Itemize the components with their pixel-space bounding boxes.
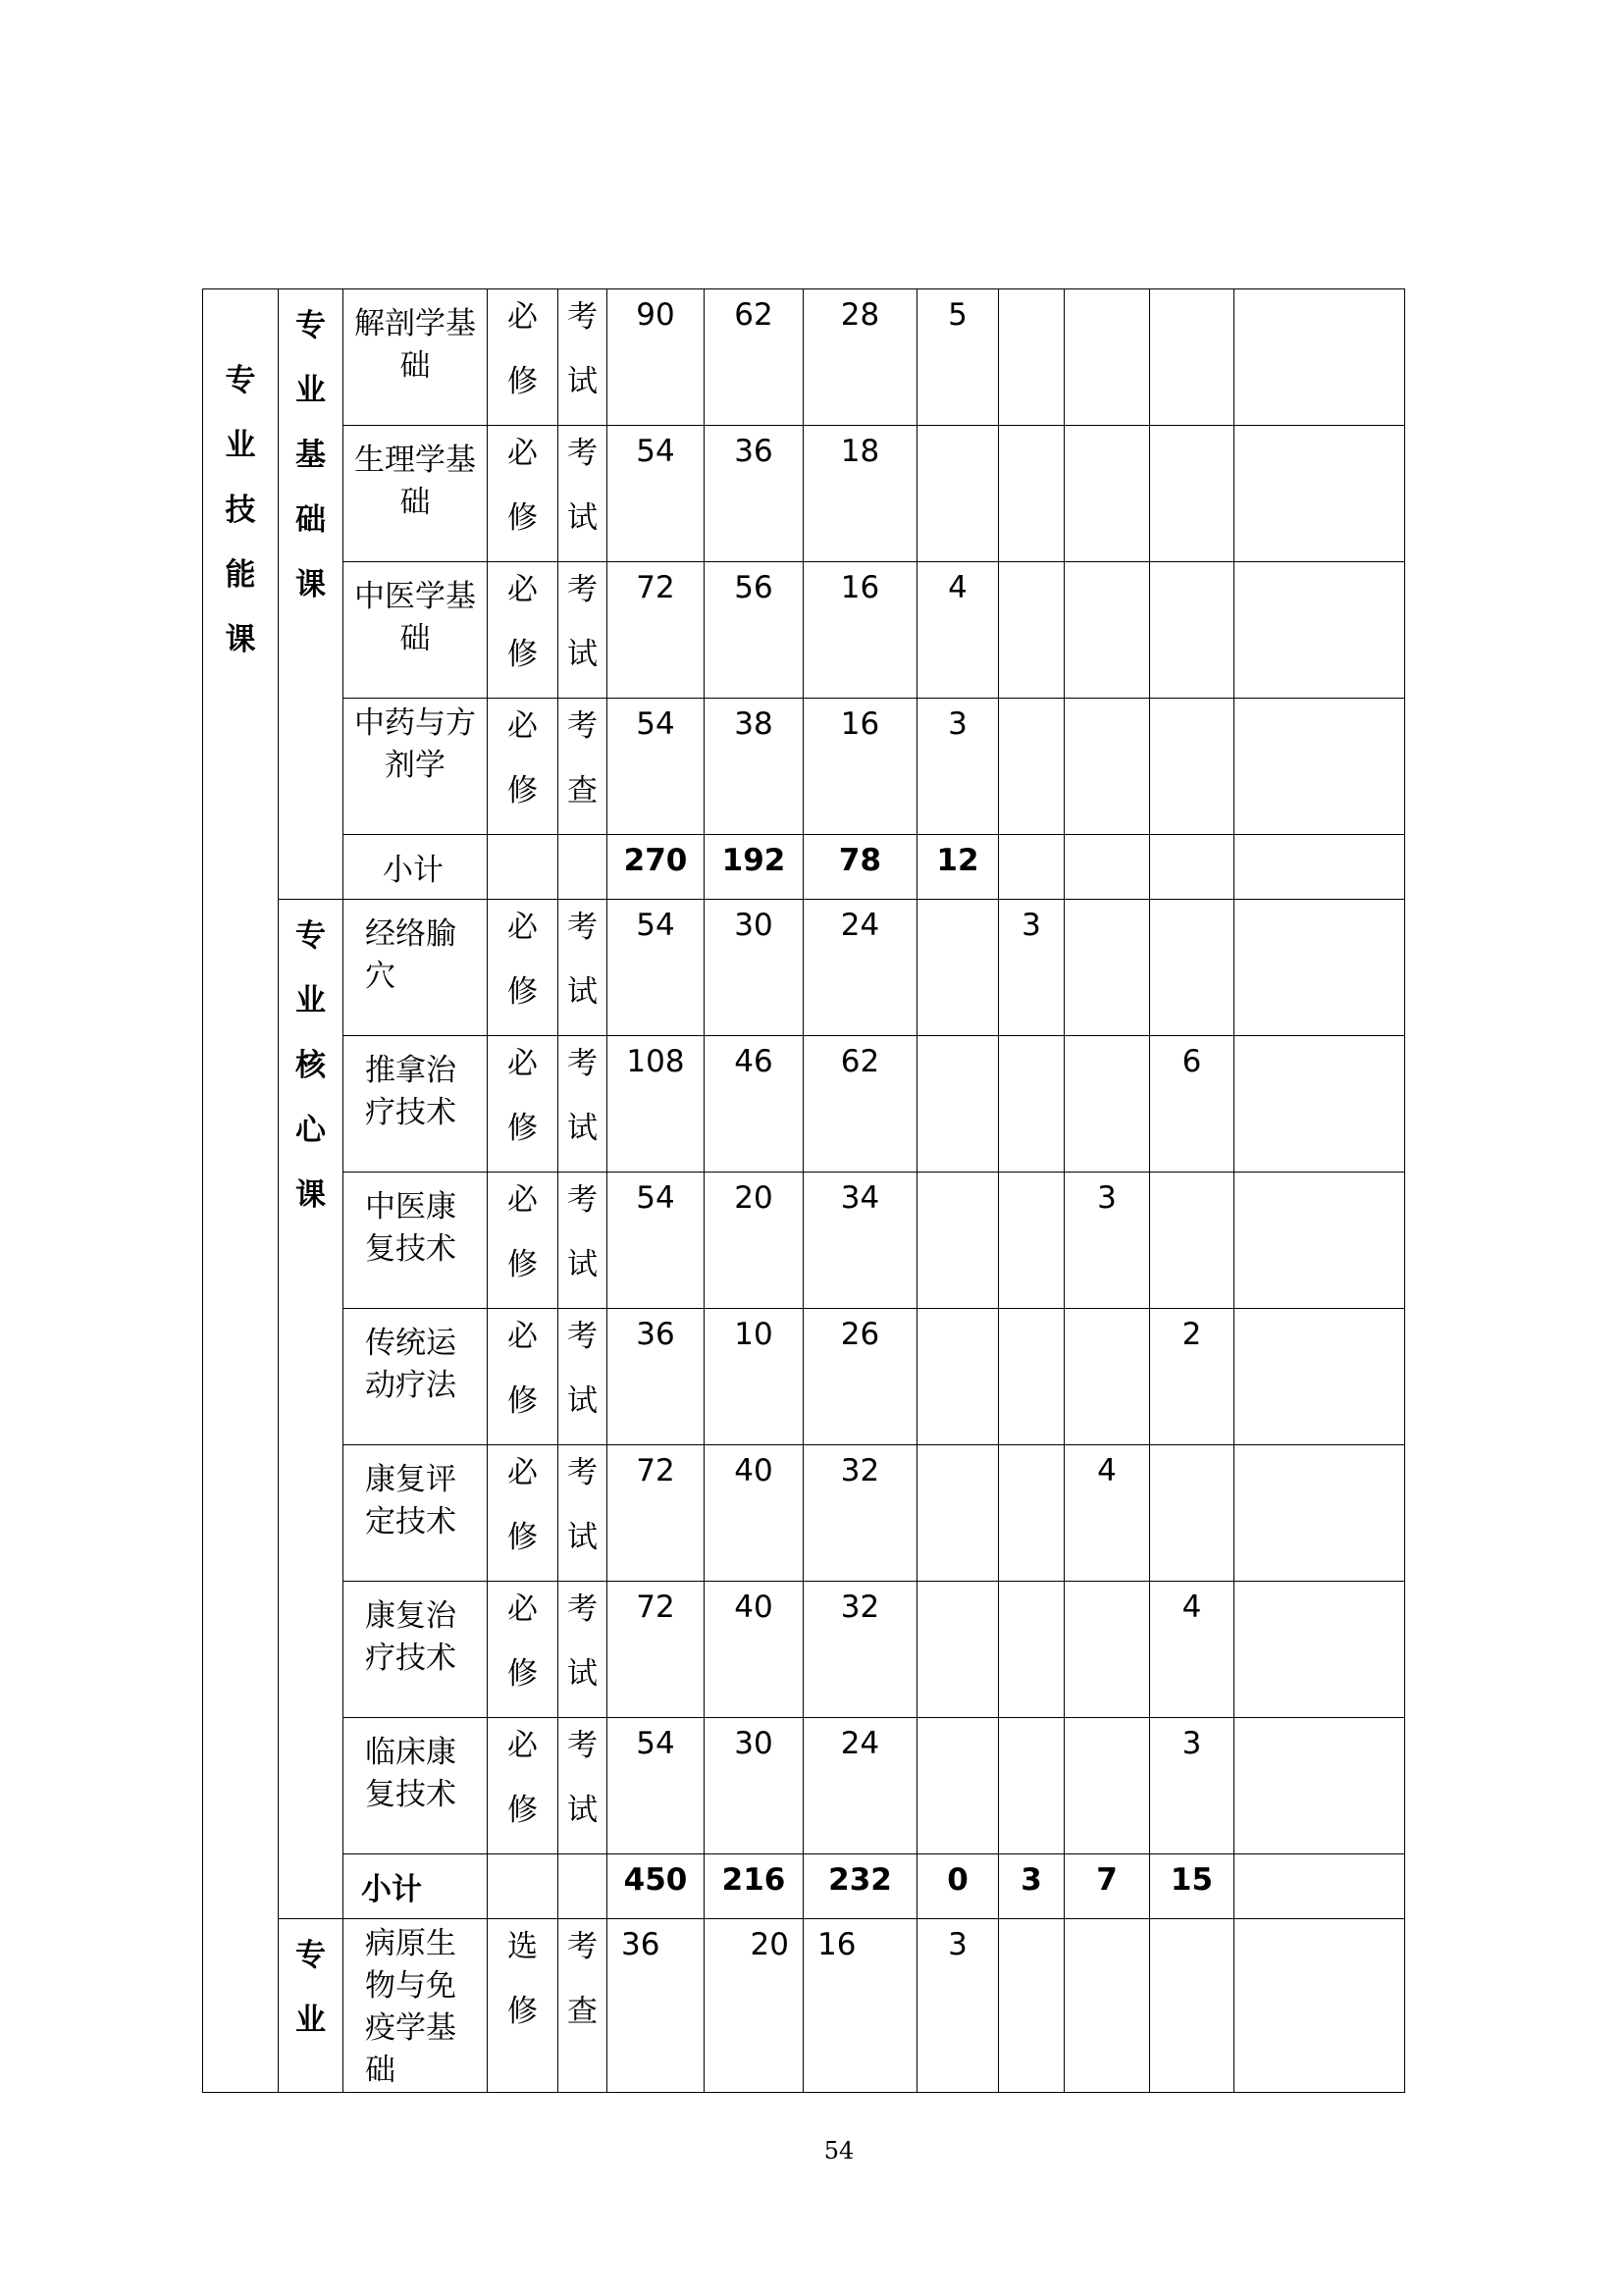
assessment-type: 考 试: [558, 900, 607, 1036]
semester-2-hours: [999, 289, 1065, 426]
subtotal-row: [203, 835, 1405, 900]
semester-1-hours: 3: [917, 699, 999, 835]
group-basic-cell: 专 业 基 础 课: [279, 289, 343, 900]
practice-hours: 16: [804, 699, 917, 835]
semester-3-hours: [1065, 835, 1150, 900]
total-hours: 72: [607, 1582, 705, 1718]
total-hours: 72: [607, 1445, 705, 1582]
empty-cell: [1234, 835, 1405, 900]
semester-1-hours: 5: [917, 289, 999, 426]
semester-4-hours: [1150, 1173, 1234, 1309]
theory-hours: 46: [705, 1036, 804, 1173]
course-name: 临床康复技术: [343, 1718, 488, 1854]
total-hours: 72: [607, 562, 705, 699]
assessment-type: 考 试: [558, 1173, 607, 1309]
course-type: 必 修: [488, 1309, 558, 1445]
course-name: 康复治疗技术: [343, 1582, 488, 1718]
practice-hours: 32: [804, 1445, 917, 1582]
theory-hours: 36: [705, 426, 804, 562]
semester-2-hours: [999, 426, 1065, 562]
empty-cell: [1234, 1919, 1405, 2093]
empty-cell: [1234, 1582, 1405, 1718]
practice-hours: 62: [804, 1036, 917, 1173]
semester-4-hours: 3: [1150, 1718, 1234, 1854]
semester-3-hours: [1065, 289, 1150, 426]
table-row: [203, 1919, 1405, 2093]
assessment-type: 考 试: [558, 426, 607, 562]
total-hours: 54: [607, 426, 705, 562]
course-name: 推拿治疗技术: [343, 1036, 488, 1173]
table-row: [203, 426, 1405, 562]
total-hours: 90: [607, 289, 705, 426]
course-type: 必 修: [488, 1445, 558, 1582]
semester-2-hours: [999, 1036, 1065, 1173]
table-row: [203, 900, 1405, 1036]
semester-4-hours: [1150, 1445, 1234, 1582]
curriculum-table: [202, 288, 1405, 2093]
semester-3-hours: [1065, 426, 1150, 562]
semester-2-hours: [999, 1309, 1065, 1445]
assessment-type: 考 试: [558, 1582, 607, 1718]
assessment-type: 考 试: [558, 1718, 607, 1854]
semester-4-hours: [1150, 1919, 1234, 2093]
table-row: [203, 1036, 1405, 1173]
table-row: [203, 1173, 1405, 1309]
theory-hours: 20: [705, 1919, 804, 2093]
semester-1-hours: [917, 1582, 999, 1718]
assessment-type: 考 试: [558, 562, 607, 699]
semester-3-hours: [1065, 900, 1150, 1036]
semester-2-hours: [999, 699, 1065, 835]
semester-1-hours: [917, 426, 999, 562]
assessment-type: 考 试: [558, 1309, 607, 1445]
semester-1-hours: [917, 1173, 999, 1309]
course-type: 必 修: [488, 289, 558, 426]
table-row: [203, 1445, 1405, 1582]
semester-1-hours: [917, 900, 999, 1036]
semester-4-hours: [1150, 289, 1234, 426]
course-name: 经络腧穴: [343, 900, 488, 1036]
assessment-type: 考 试: [558, 1036, 607, 1173]
theory-hours: 40: [705, 1445, 804, 1582]
course-type: 必 修: [488, 426, 558, 562]
course-type: 必 修: [488, 900, 558, 1036]
semester-3-hours: [1065, 562, 1150, 699]
semester-1-hours: 4: [917, 562, 999, 699]
practice-hours: 28: [804, 289, 917, 426]
table-row: [203, 1582, 1405, 1718]
semester-4-hours: 6: [1150, 1036, 1234, 1173]
practice-hours: 16: [804, 1919, 917, 2093]
semester-2-hours: [999, 1445, 1065, 1582]
total-hours: 450: [607, 1854, 705, 1919]
semester-4-hours: 15: [1150, 1854, 1234, 1919]
semester-4-hours: [1150, 426, 1234, 562]
semester-4-hours: [1150, 562, 1234, 699]
semester-4-hours: [1150, 835, 1234, 900]
theory-hours: 10: [705, 1309, 804, 1445]
practice-hours: 32: [804, 1582, 917, 1718]
semester-4-hours: [1150, 900, 1234, 1036]
semester-3-hours: 7: [1065, 1854, 1150, 1919]
empty-cell: [1234, 1718, 1405, 1854]
empty-cell: [1234, 1309, 1405, 1445]
semester-3-hours: [1065, 1718, 1150, 1854]
page-number: 54: [823, 2137, 855, 2165]
table-row: [203, 562, 1405, 699]
semester-2-hours: [999, 835, 1065, 900]
empty-cell: [1234, 1173, 1405, 1309]
assessment-type: 考 查: [558, 1919, 607, 2093]
semester-4-hours: [1150, 699, 1234, 835]
empty-cell: [1234, 1445, 1405, 1582]
semester-3-hours: [1065, 699, 1150, 835]
total-hours: 270: [607, 835, 705, 900]
category-main-cell: 专 业 技 能 课: [203, 289, 279, 2093]
semester-1-hours: 0: [917, 1854, 999, 1919]
practice-hours: 16: [804, 562, 917, 699]
semester-4-hours: 2: [1150, 1309, 1234, 1445]
practice-hours: 34: [804, 1173, 917, 1309]
semester-1-hours: 12: [917, 835, 999, 900]
course-type: 必 修: [488, 1036, 558, 1173]
practice-hours: 24: [804, 1718, 917, 1854]
practice-hours: 232: [804, 1854, 917, 1919]
course-name: 中医康复技术: [343, 1173, 488, 1309]
course-name: 病原生物与免疫学基础: [343, 1919, 488, 2093]
total-hours: 54: [607, 900, 705, 1036]
table-row: [203, 699, 1405, 835]
empty-cell: [1234, 426, 1405, 562]
semester-2-hours: 3: [999, 1854, 1065, 1919]
group-elective-cell: 专 业: [279, 1919, 343, 2093]
practice-hours: 18: [804, 426, 917, 562]
semester-1-hours: [917, 1718, 999, 1854]
group-core-cell: 专 业 核 心 课: [279, 900, 343, 1919]
semester-1-hours: [917, 1309, 999, 1445]
empty-cell: [558, 1854, 607, 1919]
semester-2-hours: [999, 1919, 1065, 2093]
empty-cell: [1234, 1854, 1405, 1919]
semester-3-hours: [1065, 1582, 1150, 1718]
assessment-type: 考 试: [558, 289, 607, 426]
empty-cell: [1234, 699, 1405, 835]
course-type: 必 修: [488, 562, 558, 699]
semester-2-hours: 3: [999, 900, 1065, 1036]
total-hours: 54: [607, 1718, 705, 1854]
practice-hours: 24: [804, 900, 917, 1036]
theory-hours: 192: [705, 835, 804, 900]
total-hours: 36: [607, 1309, 705, 1445]
course-name: 中医学基础: [343, 562, 488, 699]
empty-cell: [1234, 900, 1405, 1036]
table-row: [203, 1309, 1405, 1445]
semester-2-hours: [999, 1582, 1065, 1718]
practice-hours: 78: [804, 835, 917, 900]
subtotal-label: 小计: [343, 835, 488, 900]
total-hours: 54: [607, 699, 705, 835]
theory-hours: 216: [705, 1854, 804, 1919]
theory-hours: 30: [705, 1718, 804, 1854]
theory-hours: 62: [705, 289, 804, 426]
semester-1-hours: [917, 1445, 999, 1582]
assessment-type: 考 试: [558, 1445, 607, 1582]
semester-3-hours: 4: [1065, 1445, 1150, 1582]
semester-2-hours: [999, 1173, 1065, 1309]
course-type: 必 修: [488, 699, 558, 835]
course-name: 传统运动疗法: [343, 1309, 488, 1445]
empty-cell: [1234, 1036, 1405, 1173]
total-hours: 36: [607, 1919, 705, 2093]
theory-hours: 40: [705, 1582, 804, 1718]
table-row: [203, 1718, 1405, 1854]
semester-3-hours: [1065, 1919, 1150, 2093]
semester-2-hours: [999, 562, 1065, 699]
course-name: 中药与方剂学: [343, 699, 488, 835]
course-type: 必 修: [488, 1582, 558, 1718]
practice-hours: 26: [804, 1309, 917, 1445]
semester-1-hours: [917, 1036, 999, 1173]
empty-cell: [488, 835, 558, 900]
theory-hours: 20: [705, 1173, 804, 1309]
assessment-type: 考 查: [558, 699, 607, 835]
empty-cell: [558, 835, 607, 900]
semester-1-hours: 3: [917, 1919, 999, 2093]
empty-cell: [488, 1854, 558, 1919]
subtotal-row: [203, 1854, 1405, 1919]
table-row: [203, 289, 1405, 426]
course-type: 必 修: [488, 1173, 558, 1309]
course-name: 解剖学基础: [343, 289, 488, 426]
course-name: 生理学基础: [343, 426, 488, 562]
course-name: 康复评定技术: [343, 1445, 488, 1582]
theory-hours: 30: [705, 900, 804, 1036]
course-type: 选 修: [488, 1919, 558, 2093]
semester-4-hours: 4: [1150, 1582, 1234, 1718]
semester-3-hours: [1065, 1036, 1150, 1173]
theory-hours: 56: [705, 562, 804, 699]
empty-cell: [1234, 289, 1405, 426]
semester-3-hours: 3: [1065, 1173, 1150, 1309]
theory-hours: 38: [705, 699, 804, 835]
total-hours: 108: [607, 1036, 705, 1173]
course-type: 必 修: [488, 1718, 558, 1854]
empty-cell: [1234, 562, 1405, 699]
semester-3-hours: [1065, 1309, 1150, 1445]
semester-2-hours: [999, 1718, 1065, 1854]
total-hours: 54: [607, 1173, 705, 1309]
subtotal-label: 小计: [343, 1854, 488, 1919]
